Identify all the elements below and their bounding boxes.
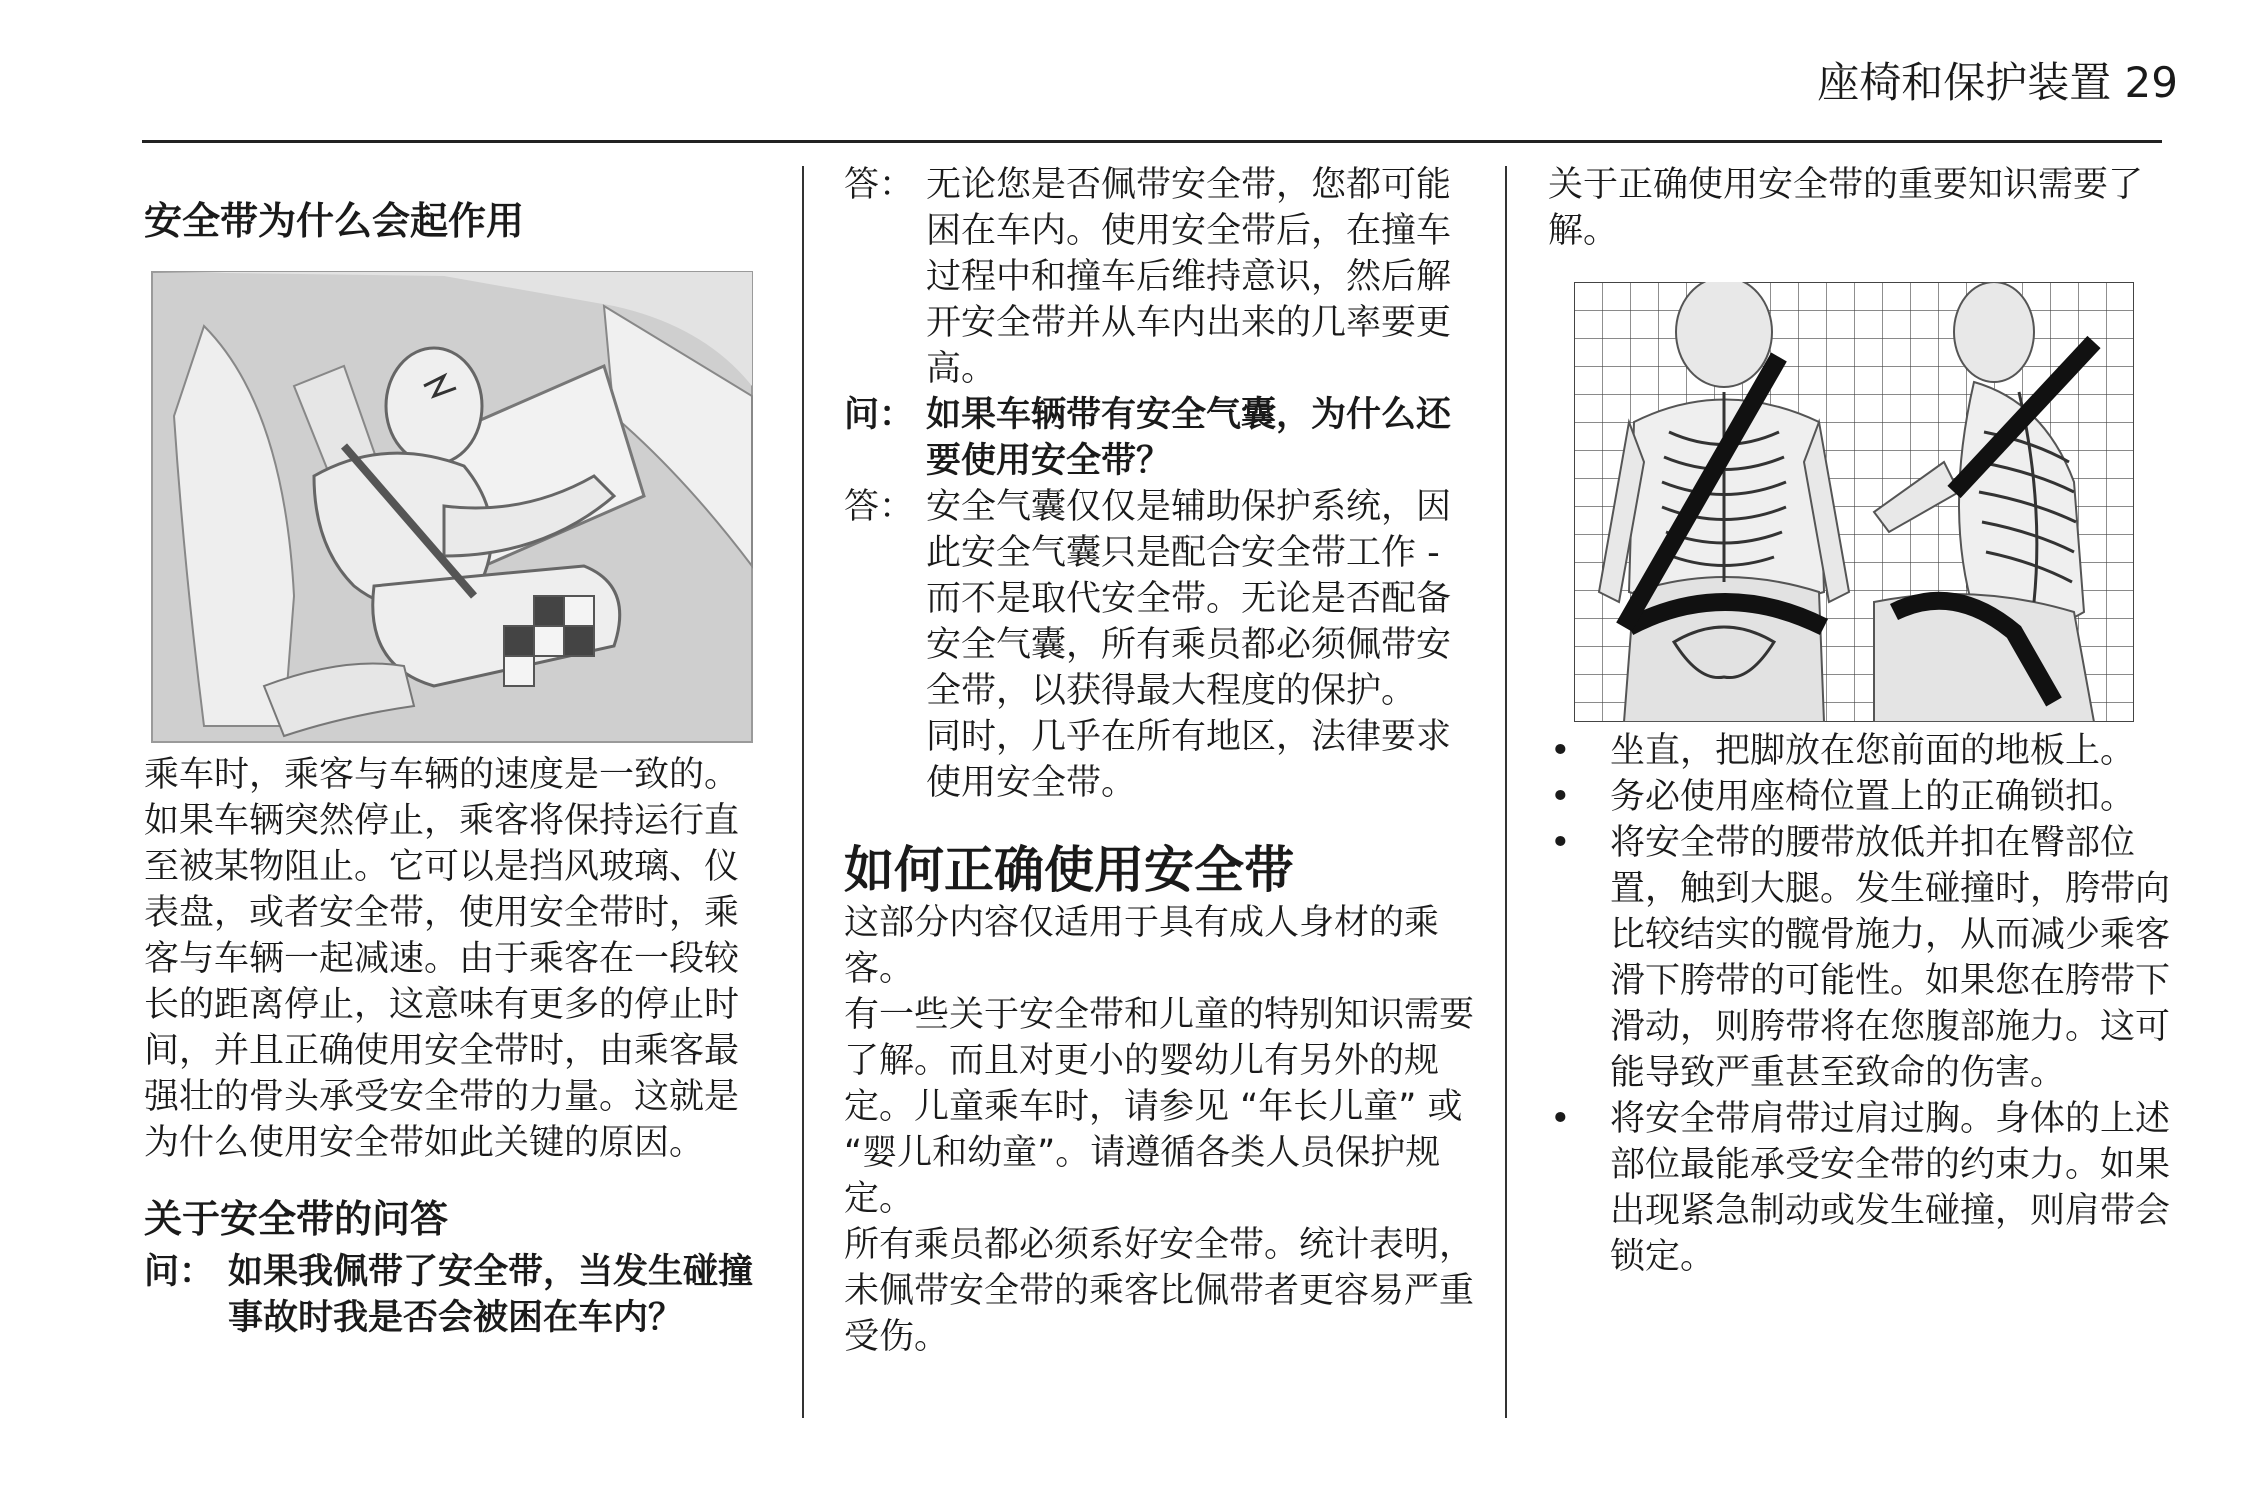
seatbelt-tips-list [1548, 728, 2188, 1280]
answer-1-tag: 答： [844, 165, 915, 205]
question-2 [844, 392, 1474, 484]
list-item [1548, 1096, 2188, 1280]
answer-2-extra [844, 714, 1474, 806]
column-divider-2 [1505, 166, 1507, 1418]
list-item [1548, 774, 2188, 820]
column-1 [144, 160, 754, 1341]
bullet-text: 将安全带肩带过肩过胸。身体的上述部位最能承受安全带的约束力。如果出现紧急制动或发生碰撞，则肩带会锁定。 [1610, 1099, 2171, 1277]
proper-use-paragraph-1: 这部分内容仅适用于具有成人身材的乘客。 [844, 903, 1440, 989]
page-header-title: 座椅和保护装置 29 [1817, 58, 2178, 107]
list-item [1548, 820, 2188, 1096]
why-seatbelts-paragraph: 乘车时，乘客与车辆的速度是一致的。如果车辆突然停止，乘客将保持运行直至被某物阻止。它可以是挡风玻璃、仪表盘，或者安全带，使用安全带时，乘客与车辆一起减速。由于乘客在一段较长的距离停止，这意味有更多的停止时间，并且正确使用安全带时，由乘客最强壮的骨头承受安全带的力量。这就是为什么使用安全带如此关键的原因。 [144, 754, 740, 1163]
question-1 [144, 1249, 754, 1341]
proper-use-paragraph-3: 所有乘员都必须系好安全带。统计表明，未佩带安全带的乘客比佩带者更容易严重受伤。 [844, 1225, 1475, 1357]
answer-2-extra-text: 同时，几乎在所有地区，法律要求使用安全带。 [926, 717, 1452, 803]
bullet-symbol: • [1550, 1099, 1571, 1139]
answer-2-tag: 答： [844, 487, 915, 527]
answer-2-text: 安全气囊仅仅是辅助保护系统，因此安全气囊只是配合安全带工作 - 而不是取代安全带。无论是否配备安全气囊，所有乘员都必须佩带安全带，以获得最大程度的保护。 [926, 487, 1452, 711]
question-2-text: 如果车辆带有安全气囊，为什么还要使用安全带？ [926, 395, 1452, 481]
bullet-symbol: • [1550, 823, 1571, 863]
column-3 [1548, 160, 2188, 1280]
important-knowledge-intro: 关于正确使用安全带的重要知识需要了解。 [1548, 165, 2144, 251]
bullet-text: 务必使用座椅位置上的正确锁扣。 [1610, 777, 2136, 817]
question-2-tag: 问： [844, 395, 915, 435]
section-heading-proper-use: 如何正确使用安全带 [844, 841, 1294, 899]
column-2 [844, 160, 1474, 1360]
answer-2 [844, 484, 1474, 714]
bullet-symbol: • [1550, 731, 1571, 771]
header-rule [142, 140, 2162, 143]
answer-1-text: 无论您是否佩带安全带，您都可能困在车内。使用安全带后，在撞车过程中和撞车后维持意识，然后解开安全带并从车内出来的几率要更高。 [926, 165, 1452, 389]
bullet-text: 将安全带的腰带放低并扣在臀部位置，触到大腿。发生碰撞时，胯带向比较结实的髋骨施力，从而减少乘客滑下胯带的可能性。如果您在胯带下滑动，则胯带将在您腹部施力。这可能导致严重甚至致命的伤害。 [1610, 823, 2171, 1093]
proper-use-paragraph-2: 有一些关于安全带和儿童的特别知识需要了解。而且对更小的婴幼儿有另外的规定。儿童乘车时，请参见 “年长儿童” 或 “婴儿和幼童”。请遵循各类人员保护规定。 [844, 995, 1475, 1219]
question-1-text: 如果我佩带了安全带，当发生碰撞事故时我是否会被困在车内？ [228, 1252, 754, 1338]
list-item [1548, 728, 2188, 774]
question-1-tag: 问： [144, 1252, 215, 1292]
column-divider-1 [802, 166, 804, 1418]
crash-dummy-illustration [144, 266, 754, 746]
bullet-symbol: • [1550, 777, 1571, 817]
section-heading-why-seatbelts: 安全带为什么会起作用 [144, 199, 525, 243]
qa-heading: 关于安全带的问答 [144, 1196, 449, 1241]
bullet-text: 坐直，把脚放在您前面的地板上。 [1610, 731, 2136, 771]
skeleton-belt-illustration [1574, 282, 2134, 722]
answer-1 [844, 162, 1474, 392]
